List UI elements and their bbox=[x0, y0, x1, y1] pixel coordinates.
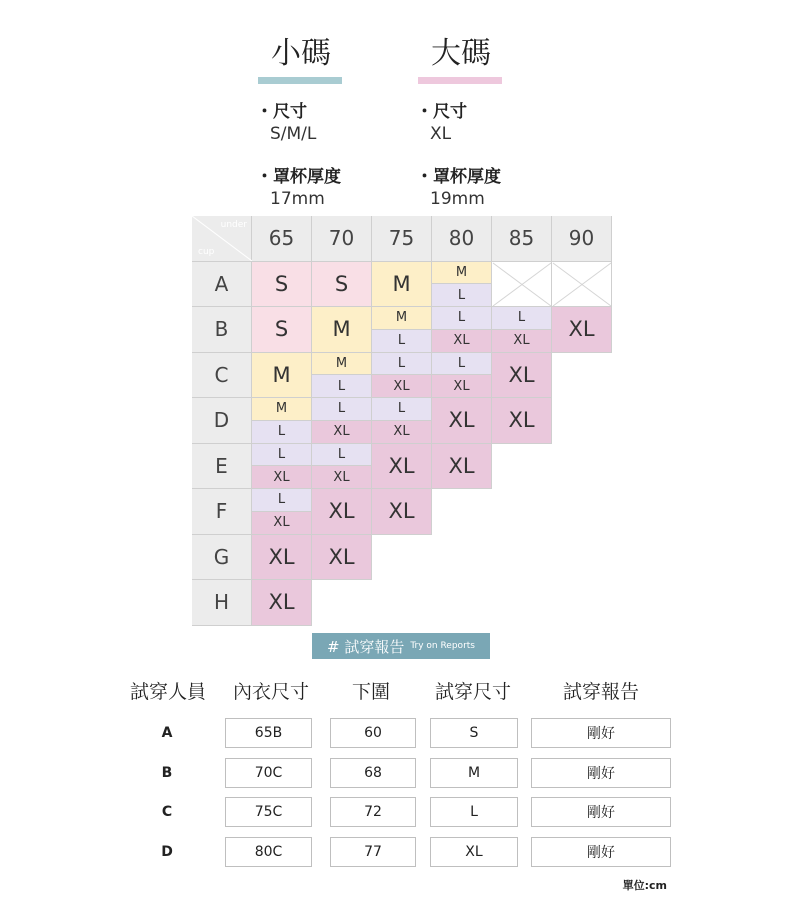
size-cell-lower: XL bbox=[372, 375, 432, 398]
corner-cup-label: cup bbox=[198, 246, 215, 257]
size-cell: XL bbox=[432, 398, 492, 444]
large-size-title: 大碼 bbox=[431, 36, 491, 71]
size-cell-upper: L bbox=[252, 444, 312, 467]
cup-header: E bbox=[192, 444, 252, 490]
size-cell: XL bbox=[372, 489, 432, 535]
band-header: 90 bbox=[552, 216, 612, 262]
small-cup-thickness-label: ・罩杯厚度 bbox=[256, 167, 341, 187]
size-cell-lower: XL bbox=[432, 330, 492, 353]
header-try-size: 試穿尺寸 bbox=[434, 681, 511, 703]
size-cell: S bbox=[252, 307, 312, 353]
size-cell-lower: XL bbox=[312, 421, 372, 444]
try-size-cell: XL bbox=[430, 837, 518, 867]
corner-under-label: under bbox=[220, 220, 247, 230]
try-report-cell: 剛好 bbox=[531, 718, 671, 748]
size-cell-lower: XL bbox=[432, 375, 492, 398]
size-cell: XL bbox=[432, 444, 492, 490]
unit-label: 單位:cm bbox=[622, 879, 667, 892]
band-header: 65 bbox=[252, 216, 312, 262]
size-chart-grid bbox=[192, 216, 612, 622]
cup-header: G bbox=[192, 535, 252, 581]
tester-label: C bbox=[161, 804, 173, 820]
large-size-label: ・尺寸 bbox=[416, 102, 467, 122]
grid-corner bbox=[192, 216, 252, 262]
try-size-cell: L bbox=[430, 797, 518, 827]
size-cell-lower: XL bbox=[372, 421, 432, 444]
bra-size-cell: 65B bbox=[225, 718, 312, 748]
header-underbust: 下圍 bbox=[351, 681, 390, 703]
cup-header: B bbox=[192, 307, 252, 353]
size-cell: XL bbox=[312, 535, 372, 581]
size-cell: XL bbox=[552, 307, 612, 353]
cup-header: H bbox=[192, 580, 252, 626]
bra-size-cell: 80C bbox=[225, 837, 312, 867]
cross-icon bbox=[552, 262, 612, 307]
size-cell: S bbox=[252, 262, 312, 308]
tester-label: D bbox=[161, 844, 173, 860]
size-cell: M bbox=[372, 262, 432, 308]
large-size-underline bbox=[418, 77, 502, 84]
size-cell-upper: M bbox=[312, 353, 372, 376]
cup-header: C bbox=[192, 353, 252, 399]
size-cell: XL bbox=[492, 353, 552, 399]
try-size-cell: S bbox=[430, 718, 518, 748]
large-cup-thickness-value: 19mm bbox=[430, 189, 485, 209]
size-cell: XL bbox=[252, 580, 312, 626]
banner-title: # 試穿報告 bbox=[326, 637, 405, 656]
size-cell-upper: M bbox=[252, 398, 312, 421]
tester-label: B bbox=[161, 765, 173, 781]
size-cell-lower: XL bbox=[252, 512, 312, 535]
size-cell-upper: L bbox=[432, 307, 492, 330]
band-header: 75 bbox=[372, 216, 432, 262]
size-cell-lower: L bbox=[432, 284, 492, 307]
size-cell: M bbox=[252, 353, 312, 399]
header-tester: 試穿人員 bbox=[129, 681, 206, 703]
small-size-underline bbox=[258, 77, 342, 84]
size-cell-lower: XL bbox=[312, 466, 372, 489]
size-cell: XL bbox=[252, 535, 312, 581]
try-report-cell: 剛好 bbox=[531, 758, 671, 788]
size-cell: M bbox=[312, 307, 372, 353]
try-size-cell: M bbox=[430, 758, 518, 788]
small-size-label: ・尺寸 bbox=[256, 102, 307, 122]
size-cell-upper: L bbox=[492, 307, 552, 330]
band-header: 80 bbox=[432, 216, 492, 262]
small-size-title: 小碼 bbox=[271, 36, 331, 71]
size-cell: XL bbox=[312, 489, 372, 535]
unavailable-cell bbox=[552, 262, 612, 308]
size-cell-upper: L bbox=[372, 398, 432, 421]
size-cell: S bbox=[312, 262, 372, 308]
size-cell-upper: L bbox=[372, 353, 432, 376]
header-bra-size: 內衣尺寸 bbox=[232, 681, 309, 703]
band-header: 70 bbox=[312, 216, 372, 262]
underbust-cell: 72 bbox=[330, 797, 416, 827]
band-header: 85 bbox=[492, 216, 552, 262]
large-cup-thickness-label: ・罩杯厚度 bbox=[416, 167, 501, 187]
size-cell-upper: L bbox=[252, 489, 312, 512]
large-size-value: XL bbox=[430, 124, 452, 144]
size-cell-upper: M bbox=[432, 262, 492, 285]
bra-size-cell: 75C bbox=[225, 797, 312, 827]
size-cell-upper: L bbox=[432, 353, 492, 376]
cup-header: D bbox=[192, 398, 252, 444]
bra-size-cell: 70C bbox=[225, 758, 312, 788]
tester-label: A bbox=[161, 725, 173, 741]
underbust-cell: 60 bbox=[330, 718, 416, 748]
try-report-cell: 剛好 bbox=[531, 797, 671, 827]
banner-subtitle: Try on Reports bbox=[410, 641, 475, 651]
size-cell: XL bbox=[372, 444, 432, 490]
header-try-report: 試穿報告 bbox=[562, 681, 639, 703]
size-cell-upper: L bbox=[312, 444, 372, 467]
size-cell-lower: XL bbox=[252, 466, 312, 489]
size-cell-lower: L bbox=[312, 375, 372, 398]
small-cup-thickness-value: 17mm bbox=[270, 189, 325, 209]
underbust-cell: 68 bbox=[330, 758, 416, 788]
small-size-value: S/M/L bbox=[270, 124, 317, 144]
cup-header: F bbox=[192, 489, 252, 535]
size-cell-lower: XL bbox=[492, 330, 552, 353]
try-report-cell: 剛好 bbox=[531, 837, 671, 867]
unavailable-cell bbox=[492, 262, 552, 308]
size-cell-lower: L bbox=[252, 421, 312, 444]
size-cell-upper: M bbox=[372, 307, 432, 330]
try-on-banner bbox=[312, 633, 490, 659]
cross-icon bbox=[492, 262, 552, 307]
cup-header: A bbox=[192, 262, 252, 308]
underbust-cell: 77 bbox=[330, 837, 416, 867]
size-cell-upper: L bbox=[312, 398, 372, 421]
size-cell: XL bbox=[492, 398, 552, 444]
size-cell-lower: L bbox=[372, 330, 432, 353]
